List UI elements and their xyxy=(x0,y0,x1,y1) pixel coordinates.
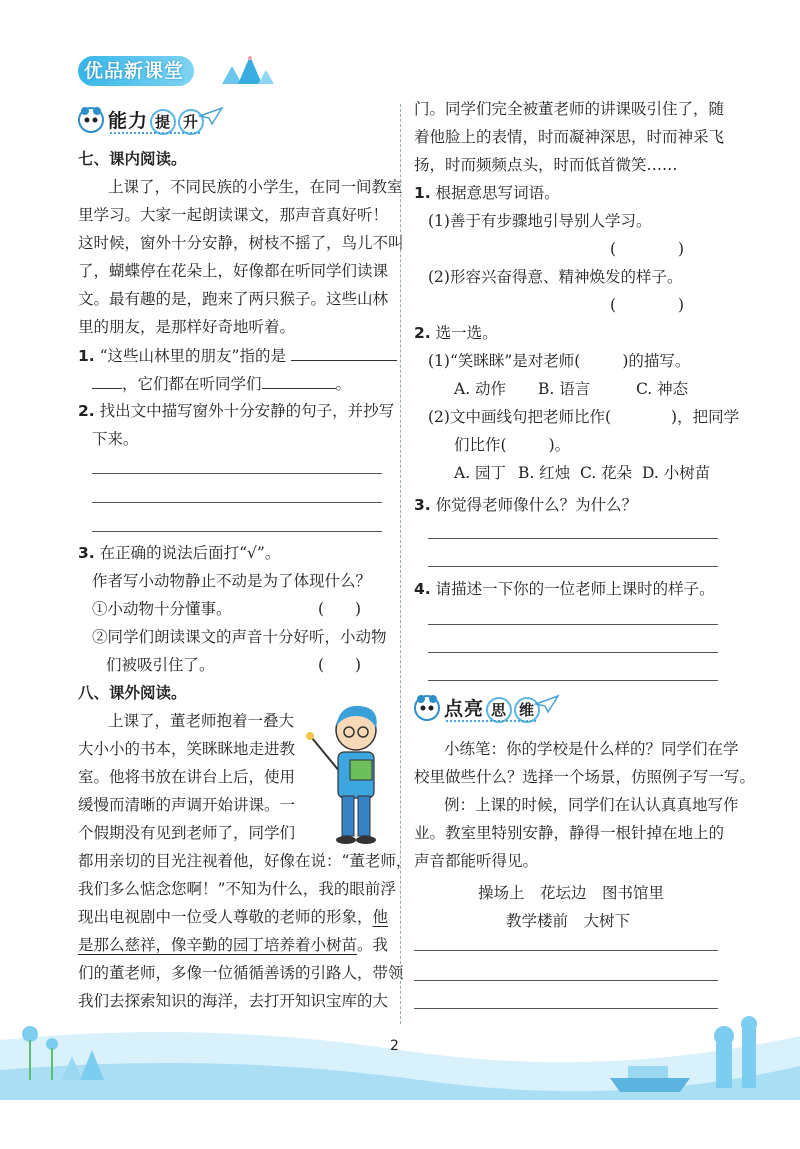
answer-line[interactable] xyxy=(428,538,718,539)
answer-line[interactable] xyxy=(92,502,382,503)
choice-a: A. 动作 xyxy=(454,380,507,398)
section-8-title: 八、课外阅读。 xyxy=(78,684,187,702)
practice-line: 校里做些什么？选择一个场景，仿照例子写一写。 xyxy=(414,768,756,786)
practice-line: 小练笔：你的学校是什么样的？同学们在学 xyxy=(444,740,739,758)
answer-line[interactable] xyxy=(428,624,718,625)
question-1-1: (1)善于有步骤地引导别人学习。 xyxy=(428,212,652,230)
passage-line: 缓慢而清晰的声调开始讲课。一 xyxy=(78,796,296,814)
page-number: 2 xyxy=(390,1038,399,1054)
example-line: 例：上课的时候，同学们在认认真真地写作 xyxy=(444,796,739,814)
answer-line[interactable] xyxy=(92,531,382,532)
passage-line: 大小小的书本，笑眯眯地走进教 xyxy=(78,740,296,758)
series-logo: 优品新课堂 xyxy=(78,56,194,86)
check-box[interactable]: ( ) xyxy=(318,600,362,618)
passage-line: 里的朋友，是那样好奇地听着。 xyxy=(78,318,296,336)
passage-line: 文。最有趣的是，跑来了两只猴子。这些山林 xyxy=(78,290,389,308)
badge-char: 思 xyxy=(486,697,512,723)
choice-b: B. 红烛 xyxy=(518,464,571,482)
check-box[interactable]: ( ) xyxy=(318,656,362,674)
passage-line: 上课了，董老师抱着一叠大 xyxy=(108,712,295,730)
passage-line: 里学习。大家一起朗读课文，那声音真好听！ xyxy=(78,206,389,224)
passage-line: 我们多么惦念您啊！”不知为什么，我的眼前浮 xyxy=(78,880,396,898)
answer-line[interactable] xyxy=(428,652,718,653)
castle-decoration-icon xyxy=(218,52,278,86)
question-3-prompt: 作者写小动物静止不动是为了体现什么？ xyxy=(92,572,372,590)
passage-line: 我们去探索知识的海洋，去打开知识宝库的大 xyxy=(78,992,389,1010)
question-2-2-cont: 们比作( )。 xyxy=(454,436,571,454)
badge-char: 升 xyxy=(178,109,204,135)
question-1-cont: ，它们都在听同学们 。 xyxy=(92,370,351,399)
panda-mascot-icon xyxy=(412,692,442,722)
underlined-sentence: 他 xyxy=(372,908,389,926)
answer-line[interactable] xyxy=(92,473,382,474)
passage-line: 个假期没有见到老师了，同学们 xyxy=(78,824,296,842)
badge-main: 能力 xyxy=(108,110,149,132)
teacher-illustration xyxy=(300,700,398,848)
question-1: 1. “这些山林里的朋友”指的是 xyxy=(78,342,397,371)
column-divider xyxy=(400,104,401,1024)
option-1: ①小动物十分懂事。 xyxy=(92,600,232,618)
passage-line: 这时候，窗外十分安静，树枝不摇了，鸟儿不叫 xyxy=(78,234,404,252)
passage-line: 是那么慈祥，像辛勤的园丁培养着小树苗。我 xyxy=(78,936,389,954)
answer-paren[interactable]: ( ) xyxy=(610,240,685,258)
paper-plane-icon xyxy=(198,106,224,126)
choice-c: C. 花朵 xyxy=(580,464,633,482)
scene-choices: 操场上 花坛边 图书馆里 xyxy=(478,884,665,902)
passage-line: 现出电视剧中一位受人尊敬的老师的形象，他 xyxy=(78,908,389,926)
underlined-sentence: 是那么慈祥，像辛勤的园丁培养着小树苗 xyxy=(78,936,358,954)
choice-d: D. 小树苗 xyxy=(642,464,711,482)
scene-choices: 教学楼前 大树下 xyxy=(506,912,631,930)
answer-line[interactable] xyxy=(414,950,718,951)
passage-line: 上课了，不同民族的小学生，在同一间教室 xyxy=(108,178,403,196)
passage-line: 们的董老师，多像一位循循善诱的引路人，带领 xyxy=(78,964,404,982)
question-4: 4. 请描述一下你的一位老师上课时的样子。 xyxy=(414,580,715,598)
example-line: 业。教室里特别安静，静得一根针掉在地上的 xyxy=(414,824,725,842)
question-1-2: (2)形容兴奋得意、精神焕发的样子。 xyxy=(428,268,683,286)
question-2-cont: 下来。 xyxy=(92,430,139,448)
choice-c: C. 神态 xyxy=(636,380,689,398)
passage-line: 门。同学们完全被董老师的讲课吸引住了，随 xyxy=(414,100,725,118)
question-2: 2. 选一选。 xyxy=(414,324,498,342)
answer-paren[interactable]: ( ) xyxy=(610,296,685,314)
paper-plane-icon xyxy=(534,694,560,714)
choice-a: A. 园丁 xyxy=(454,464,507,482)
option-2: ②同学们朗读课文的声音十分好听，小动物 xyxy=(92,628,387,646)
section-7-title: 七、课内阅读。 xyxy=(78,150,187,168)
choice-b: B. 语言 xyxy=(538,380,591,398)
answer-line[interactable] xyxy=(428,680,718,681)
footer-wave-decoration xyxy=(0,1000,800,1120)
passage-line: 都用亲切的目光注视着他，好像在说：“董老师， xyxy=(78,852,412,870)
panda-mascot-icon xyxy=(76,104,106,134)
badge-char: 维 xyxy=(514,697,540,723)
answer-line[interactable] xyxy=(428,566,718,567)
example-line: 声音都能听得见。 xyxy=(414,852,539,870)
answer-line[interactable] xyxy=(414,980,718,981)
passage-line: 室。他将书放在讲台上后，使用 xyxy=(78,768,296,786)
passage-line: 着他脸上的表情，时而凝神深思，时而神采飞 xyxy=(414,128,725,146)
answer-blank[interactable] xyxy=(92,370,122,389)
answer-blank[interactable] xyxy=(291,342,397,361)
passage-line: 扬，时而频频点头，时而低首微笑…… xyxy=(414,156,678,174)
question-3: 3. 你觉得老师像什么？为什么？ xyxy=(414,496,638,514)
badge-main: 点亮 xyxy=(444,698,485,720)
question-2: 2. 找出文中描写窗外十分安静的句子，并抄写 xyxy=(78,402,395,420)
answer-blank[interactable] xyxy=(262,370,336,389)
badge-char: 提 xyxy=(150,109,176,135)
option-2-cont: 们被吸引住了。 xyxy=(106,656,215,674)
passage-line: 了，蝴蝶停在花朵上，好像都在听同学们读课 xyxy=(78,262,389,280)
question-2-2: (2)文中画线句把老师比作( )，把同学 xyxy=(428,408,740,426)
question-1: 1. 根据意思写词语。 xyxy=(414,184,560,202)
question-2-1: (1)“笑眯眯”是对老师( )的描写。 xyxy=(428,352,691,370)
question-3: 3. 在正确的说法后面打“√”。 xyxy=(78,544,281,562)
